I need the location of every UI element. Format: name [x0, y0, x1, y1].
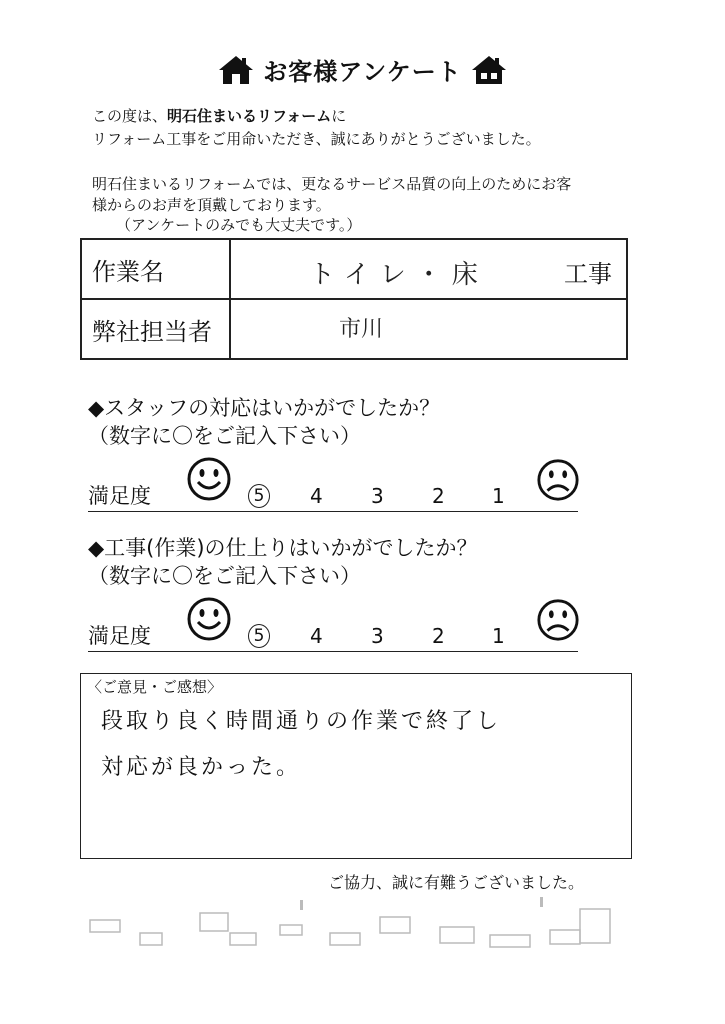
scale-option-4[interactable]: 4 — [310, 624, 323, 648]
house-icon — [217, 54, 255, 86]
staff-row — [81, 299, 627, 359]
scale-option-3[interactable]: 3 — [371, 484, 384, 508]
comment-line-2: 対応が良かった。 — [101, 755, 302, 780]
scale-underline — [88, 651, 578, 652]
satisfaction-label: 満足度 — [88, 624, 151, 648]
scale-option-1[interactable]: 1 — [492, 624, 505, 648]
intro-line-3: 明石住まいるリフォームでは、更なるサービス品質の向上のためにお客 — [92, 175, 572, 193]
survey-title-row — [0, 52, 725, 87]
question-2-text: ◆工事(作業)の仕上りはいかがでしたか？ — [88, 536, 478, 560]
comments-box[interactable] — [80, 673, 632, 859]
smile-face-icon — [186, 456, 232, 502]
comment-line-1: 段取り良く時間通りの作業で終了し — [101, 709, 502, 734]
scale-option-5[interactable]: 5 — [248, 624, 270, 648]
work-info-table — [80, 238, 628, 360]
question-2-instruction: （数字に〇をご記入下さい） — [88, 564, 361, 588]
company-name: 明石住まいるリフォーム — [167, 107, 332, 125]
staff-value: 市川 — [339, 317, 384, 342]
intro-line-4: 様からのお声を頂戴しております。 — [92, 196, 331, 214]
scale-underline — [88, 511, 578, 512]
work-name-row — [81, 239, 627, 299]
scale-option-2[interactable]: 2 — [432, 484, 445, 508]
scale-option-2[interactable]: 2 — [432, 624, 445, 648]
sad-face-icon — [536, 598, 580, 642]
question-1-instruction: （数字に〇をご記入下さい） — [88, 424, 361, 448]
town-illustration — [80, 895, 640, 955]
scale-option-1[interactable]: 1 — [492, 484, 505, 508]
scale-option-3[interactable]: 3 — [371, 624, 384, 648]
work-name-label: 作業名 — [81, 239, 230, 299]
satisfaction-scale-2 — [88, 592, 608, 652]
comments-label: 〈ご意見・ご感想〉 — [87, 678, 223, 696]
page-title: お客様アンケート — [263, 58, 462, 86]
staff-field[interactable] — [230, 299, 627, 359]
scale-option-4[interactable]: 4 — [310, 484, 323, 508]
work-name-field[interactable] — [230, 239, 627, 299]
work-name-value: トイレ・床 — [309, 260, 488, 290]
sad-face-icon — [536, 458, 580, 502]
work-name-suffix: 工事 — [564, 260, 612, 288]
satisfaction-label: 満足度 — [88, 484, 151, 508]
satisfaction-scale-1 — [88, 452, 608, 512]
question-1-text: ◆スタッフの対応はいかがでしたか？ — [88, 396, 441, 420]
smile-face-icon — [186, 596, 232, 642]
intro-line-1: この度は、明石住まいるリフォームに — [92, 107, 347, 125]
intro-line-2: リフォーム工事をご用命いただき、誠にありがとうございました。 — [92, 130, 541, 148]
staff-label: 弊社担当者 — [81, 299, 230, 359]
house-icon — [470, 54, 508, 86]
scale-option-5[interactable]: 5 — [248, 484, 270, 508]
intro-line-5: （アンケートのみでも大丈夫です。） — [116, 216, 362, 234]
thanks-message: ご協力、誠に有難うございました。 — [328, 873, 585, 892]
